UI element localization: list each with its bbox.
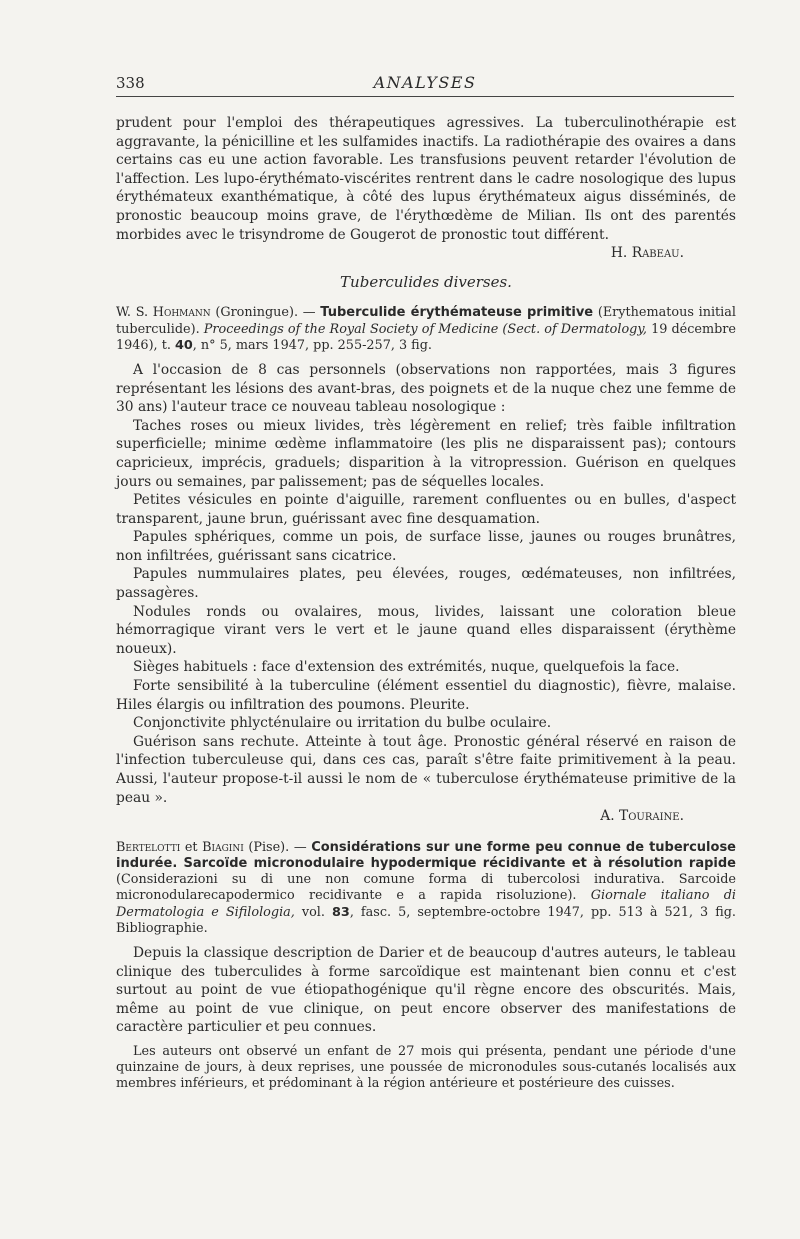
article1-paragraph: A l'occasion de 8 cas personnels (observations non rapportées, mais 3 figures représentant les lésions des avant-bras, des poignets et de la nuque chez une femme de 30 ans) l'auteur trace ce nouveau tableau nosologique :: [116, 361, 736, 416]
article2-reference: Bertelotti et Biagini (Pise). — Considérations sur une forme peu connue de tuberculose indurée. Sarcoïde micronodulaire hypodermique récidivante et à résolution rapide (Considerazioni su di une non comune forma di tubercolosi indurativa. Sarcoide micronodularecapodermico recidivante e a rapida risoluzione). Giornale italiano di Dermatologia e Sifilologia, vol. 83, fasc. 5, septembre-octobre 1947, pp. 513 à 521, 3 fig. Bibliographie.: [116, 839, 737, 936]
article2-journal: Giornale italiano di Dermatologia e Sifilologia,: [116, 888, 736, 920]
section-title: Tuberculides diverses.: [340, 272, 512, 291]
article2-small-paragraph: Les auteurs ont observé un enfant de 27 mois qui présenta, pendant une période d'une quinzaine de jours, à deux reprises, une poussée de micronodules sous-cutanés localisés aux membres inférieurs, et prédominant à la région antérieure et postérieure des cuisses.: [116, 1043, 736, 1091]
running-title: ANALYSES: [373, 73, 477, 92]
article1-paragraph: Petites vésicules en pointe d'aiguille, rarement confluentes ou en bulles, d'aspect transparent, jaune brun, guérissant avec fine desquamation.: [116, 492, 736, 527]
article2-paragraph: Depuis la classique description de Darier et de beaucoup d'autres auteurs, le tableau clinique des tuberculides à forme sarcoïdique est maintenant bien connu et c'est surtout au point de vue étiopathogénique qu'il règne encore des obscurités. Mais, même au point de vue clinique, on peut encore observer des manifestations de caractère particulier et peu connues.: [116, 945, 736, 1036]
article1-paragraph: Sièges habituels : face d'extension des extrémités, nuque, quelquefois la face.: [133, 659, 680, 676]
article1-paragraph: Forte sensibilité à la tuberculine (élément essentiel du diagnostic), fièvre, malaise. Hiles élargis ou infiltration des poumons. Pleurite.: [116, 678, 736, 713]
signature-rabeau: H. Rabeau.: [610, 245, 684, 262]
article1-journal: Proceedings of the Royal Society of Medicine (Sect. of Dermatology,: [203, 321, 647, 337]
article2-title: Considérations sur une forme peu connue de tuberculose indurée. Sarcoïde micronodulaire hypodermique récidivante et à résolution rapide: [116, 839, 736, 871]
page-header: [116, 68, 734, 97]
continuation-paragraph: prudent pour l'emploi des thérapeutiques agressives. La tuberculinothérapie est aggravante, la pénicilline et les sulfamides inactifs. La radiothérapie des ovaires a dans certains cas eu une action favorable. Les transfusions peuvent retarder l'évolution de l'affection. Les lupo-érythémato-viscérites rentrent dans le cadre nosologique des lupus érythémateux exanthématique, à côté des lupus érythémateux aigus disséminés, de pronostic beaucoup moins grave, de l'érythœdème de Milian. Ils ont des parentés morbides avec le trisyndrome de Gougerot de pronostic tout différent.: [116, 115, 736, 243]
article1-reference: W. S. Hohmann (Groningue). — Tuberculide érythémateuse primitive (Erythematous initial tuberculide). Proceedings of the Royal Society of Medicine (Sect. of Dermatology, 19 décembre 1946), t. 40, n° 5, mars 1947, pp. 255-257, 3 fig.: [116, 305, 736, 353]
article2-author: Bertelotti: [116, 839, 181, 855]
article1-title: Tuberculide érythémateuse primitive: [320, 305, 594, 321]
article1-author: W. S. Hohmann: [116, 305, 211, 321]
page-number: 338: [116, 74, 145, 92]
article1-paragraph: Papules nummulaires plates, peu élevées, rouges, œdémateuses, non infiltrées, passagères.: [116, 566, 736, 602]
signature-touraine: A. Touraine.: [600, 808, 684, 825]
article1-paragraph: Taches roses ou mieux livides, très légèrement en relief; très faible infiltration superficielle; minime œdème inflammatoire (les plis ne disparaissent pas); contours capricieux, imprécis, graduels; disparition à la vitropression. Guérison en quelques jours ou semaines, par palissement; pas de séquelles locales.: [116, 417, 736, 490]
article1-paragraph: Nodules ronds ou ovalaires, mous, livides, laissant une coloration bleue hémorragique virant vers le vert et le jaune quand elles disparaissent (érythème noueux).: [116, 603, 736, 657]
article1-paragraph: Guérison sans rechute. Atteinte à tout âge. Pronostic général réservé en raison de l'infection tuberculeuse qui, dans ces cas, paraît s'être faite primitivement à la peau. Aussi, l'auteur propose-t-il aussi le nom de « tuberculose érythémateuse primitive de la peau ».: [116, 733, 736, 806]
article1-paragraph: Papules sphériques, comme un pois, de surface lisse, jaunes ou rouges brunâtres, non infiltrées, guérissant sans cicatrice.: [116, 529, 736, 564]
page-body: [116, 114, 736, 1091]
article1-paragraph: Conjonctivite phlycténulaire ou irritation du bulbe oculaire.: [133, 715, 552, 732]
